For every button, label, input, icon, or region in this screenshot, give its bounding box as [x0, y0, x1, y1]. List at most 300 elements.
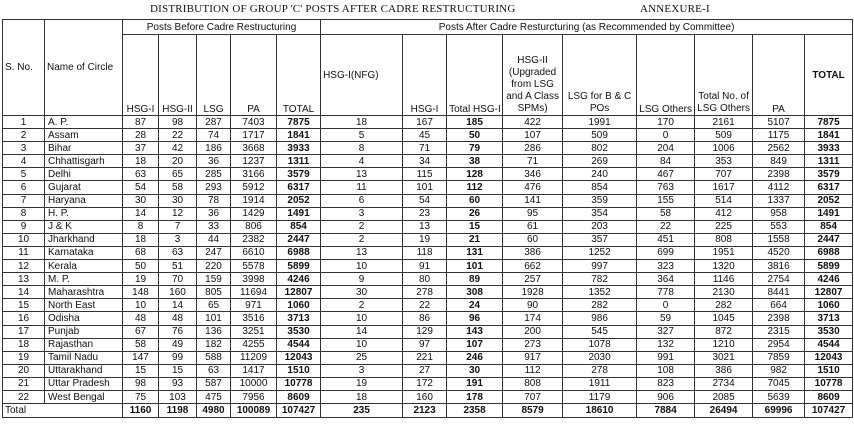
cell-sno: 6 — [3, 181, 45, 194]
table-cell: 10 — [123, 299, 159, 312]
table-cell: 1914 — [231, 194, 277, 207]
table-cell: 4246 — [805, 273, 853, 286]
table-cell: 58 — [159, 181, 197, 194]
table-row — [3, 220, 853, 233]
table-cell: 1928 — [503, 286, 563, 299]
cell-sno: 9 — [3, 220, 45, 233]
table-cell: 823 — [637, 377, 695, 390]
table-cell: 7 — [159, 220, 197, 233]
table-cell: 48 — [159, 312, 197, 325]
cell-circle: M. P. — [45, 273, 123, 286]
table-cell: 65 — [197, 299, 231, 312]
table-cell: 872 — [695, 325, 753, 338]
table-cell: 2398 — [753, 168, 805, 181]
table-cell: 54 — [403, 194, 447, 207]
table-cell: 131 — [447, 246, 503, 259]
table-cell: 1841 — [805, 129, 853, 142]
table-cell: 5899 — [277, 260, 321, 273]
table-cell: 587 — [197, 377, 231, 390]
table-cell: 386 — [503, 246, 563, 259]
table-cell: 1617 — [695, 181, 753, 194]
table-cell: 93 — [159, 377, 197, 390]
cell-circle: Tamil Nadu — [45, 351, 123, 364]
table-cell: 509 — [563, 129, 637, 142]
table-cell: 997 — [563, 260, 637, 273]
table-cell: 323 — [637, 260, 695, 273]
table-cell: 763 — [637, 181, 695, 194]
table-cell: 37 — [123, 142, 159, 155]
table-cell: 8609 — [277, 390, 321, 403]
table-cell: 1991 — [563, 116, 637, 129]
table-row — [3, 168, 853, 181]
table-cell: 247 — [197, 246, 231, 259]
table-cell: 854 — [277, 220, 321, 233]
table-cell: 68 — [123, 246, 159, 259]
table-cell: 285 — [197, 168, 231, 181]
table-cell: 4544 — [277, 338, 321, 351]
table-cell: 778 — [637, 286, 695, 299]
table-cell: 8 — [321, 142, 403, 155]
total-cell: 18610 — [563, 404, 637, 418]
table-cell: 33 — [197, 220, 231, 233]
table-cell: 36 — [197, 207, 231, 220]
table-cell: 7403 — [231, 116, 277, 129]
table-cell: 58 — [123, 338, 159, 351]
table-cell: 7875 — [277, 116, 321, 129]
col-header-after-hsg1-nfg: HSG-I(NFG) — [321, 35, 403, 116]
table-cell: 101 — [447, 260, 503, 273]
table-cell: 3 — [321, 364, 403, 377]
table-cell: 18 — [321, 116, 403, 129]
distribution-table — [2, 19, 853, 418]
table-cell: 3530 — [277, 325, 321, 338]
table-cell: 2085 — [695, 390, 753, 403]
table-cell: 699 — [637, 246, 695, 259]
annexure-label: ANNEXURE-I — [640, 3, 710, 15]
table-cell: 7859 — [753, 351, 805, 364]
cell-circle: Karnataka — [45, 246, 123, 259]
table-cell: 906 — [637, 390, 695, 403]
total-cell: 107427 — [805, 404, 853, 418]
table-cell: 5107 — [753, 116, 805, 129]
table-cell: 141 — [503, 194, 563, 207]
table-cell: 1558 — [753, 233, 805, 246]
table-cell: 22 — [159, 129, 197, 142]
table-cell: 2052 — [805, 194, 853, 207]
table-cell: 1429 — [231, 207, 277, 220]
table-cell: 269 — [563, 155, 637, 168]
col-header-after-pa: PA — [753, 35, 805, 116]
table-cell: 60 — [503, 233, 563, 246]
table-cell: 4520 — [753, 246, 805, 259]
table-cell: 451 — [637, 233, 695, 246]
col-header-sno: S. No. — [3, 20, 45, 116]
table-cell: 2754 — [753, 273, 805, 286]
table-cell: 71 — [403, 142, 447, 155]
table-cell: 75 — [123, 390, 159, 403]
table-cell: 982 — [753, 364, 805, 377]
col-header-before-hsg2: HSG-II — [159, 35, 197, 116]
table-cell: 22 — [403, 299, 447, 312]
col-header-after-hsg1: HSG-I — [403, 35, 447, 116]
table-row — [3, 116, 853, 129]
cell-circle: Odisha — [45, 312, 123, 325]
table-row — [3, 194, 853, 207]
cell-circle: Kerala — [45, 260, 123, 273]
table-cell: 3816 — [753, 260, 805, 273]
table-cell: 14 — [159, 299, 197, 312]
table-cell: 24 — [447, 299, 503, 312]
table-cell: 13 — [403, 220, 447, 233]
cell-circle: Uttarakhand — [45, 364, 123, 377]
table-cell: 178 — [447, 390, 503, 403]
table-cell: 38 — [447, 155, 503, 168]
table-cell: 412 — [695, 207, 753, 220]
table-cell: 4255 — [231, 338, 277, 351]
table-cell: 167 — [403, 116, 447, 129]
table-cell: 808 — [695, 233, 753, 246]
table-row — [3, 338, 853, 351]
table-cell: 22 — [637, 220, 695, 233]
col-header-before-total: TOTAL — [277, 35, 321, 116]
table-cell: 12 — [159, 207, 197, 220]
table-cell: 12807 — [805, 286, 853, 299]
table-cell: 553 — [753, 220, 805, 233]
table-cell: 70 — [159, 273, 197, 286]
table-cell: 15 — [159, 364, 197, 377]
table-cell: 357 — [563, 233, 637, 246]
table-cell: 545 — [563, 325, 637, 338]
col-header-after-hsg2: HSG-II (Upgraded from LSG and A Class SPMs) — [503, 35, 563, 116]
table-cell: 3933 — [277, 142, 321, 155]
table-cell: 36 — [197, 155, 231, 168]
table-row — [3, 299, 853, 312]
table-cell: 86 — [403, 312, 447, 325]
total-cell: 7884 — [637, 404, 695, 418]
cell-circle: Haryana — [45, 194, 123, 207]
table-row — [3, 246, 853, 259]
table-cell: 4 — [321, 155, 403, 168]
table-cell: 3713 — [277, 312, 321, 325]
table-cell: 84 — [637, 155, 695, 168]
table-cell: 1510 — [277, 364, 321, 377]
cell-circle: A. P. — [45, 116, 123, 129]
table-cell: 359 — [563, 194, 637, 207]
table-cell: 8 — [123, 220, 159, 233]
cell-sno: 20 — [3, 364, 45, 377]
table-cell: 346 — [503, 168, 563, 181]
table-cell: 20 — [159, 155, 197, 168]
cell-sno: 14 — [3, 286, 45, 299]
table-cell: 958 — [753, 207, 805, 220]
table-row — [3, 364, 853, 377]
table-cell: 203 — [563, 220, 637, 233]
table-cell: 191 — [447, 377, 503, 390]
cell-circle: Maharashtra — [45, 286, 123, 299]
cell-sno: 15 — [3, 299, 45, 312]
table-cell: 1311 — [805, 155, 853, 168]
table-row — [3, 377, 853, 390]
table-cell: 6610 — [231, 246, 277, 259]
table-cell: 107 — [447, 338, 503, 351]
table-cell: 2052 — [277, 194, 321, 207]
cell-circle: Chhattisgarh — [45, 155, 123, 168]
cell-sno: 21 — [3, 377, 45, 390]
table-cell: 96 — [447, 312, 503, 325]
table-cell: 3166 — [231, 168, 277, 181]
table-cell: 664 — [753, 299, 805, 312]
table-cell: 30 — [321, 286, 403, 299]
table-cell: 917 — [503, 351, 563, 364]
table-cell: 65 — [159, 168, 197, 181]
table-cell: 107 — [503, 129, 563, 142]
table-cell: 3933 — [805, 142, 853, 155]
totals-label: Total — [3, 404, 123, 418]
table-cell: 354 — [563, 207, 637, 220]
table-cell: 3516 — [231, 312, 277, 325]
cell-circle: Uttar Pradesh — [45, 377, 123, 390]
table-cell: 3713 — [805, 312, 853, 325]
table-cell: 76 — [159, 325, 197, 338]
table-cell: 5912 — [231, 181, 277, 194]
table-cell: 2161 — [695, 116, 753, 129]
table-cell: 19 — [123, 273, 159, 286]
table-cell: 808 — [503, 377, 563, 390]
table-cell: 1491 — [805, 207, 853, 220]
table-cell: 2447 — [805, 233, 853, 246]
table-cell: 27 — [403, 364, 447, 377]
table-cell: 1311 — [277, 155, 321, 168]
table-cell: 174 — [503, 312, 563, 325]
table-cell: 1045 — [695, 312, 753, 325]
table-cell: 286 — [503, 142, 563, 155]
table-cell: 475 — [197, 390, 231, 403]
table-cell: 2 — [321, 220, 403, 233]
total-cell: 4980 — [197, 404, 231, 418]
total-cell: 69996 — [753, 404, 805, 418]
table-cell: 7875 — [805, 116, 853, 129]
title-bar — [0, 0, 854, 18]
cell-sno: 3 — [3, 142, 45, 155]
cell-sno: 2 — [3, 129, 45, 142]
table-cell: 2398 — [753, 312, 805, 325]
table-row — [3, 351, 853, 364]
table-cell: 170 — [637, 116, 695, 129]
table-cell: 240 — [563, 168, 637, 181]
table-cell: 67 — [123, 325, 159, 338]
table-row — [3, 142, 853, 155]
table-cell: 112 — [503, 364, 563, 377]
table-cell: 2562 — [753, 142, 805, 155]
table-cell: 3579 — [805, 168, 853, 181]
table-cell: 3251 — [231, 325, 277, 338]
table-cell: 1175 — [753, 129, 805, 142]
table-cell: 6988 — [805, 246, 853, 259]
table-cell: 805 — [197, 286, 231, 299]
table-cell: 204 — [637, 142, 695, 155]
table-cell: 476 — [503, 181, 563, 194]
table-cell: 15 — [123, 364, 159, 377]
table-cell: 662 — [503, 260, 563, 273]
col-header-circle: Name of Circle — [45, 20, 123, 116]
col-header-after-lsg-bc: LSG for B & C POs — [563, 35, 637, 116]
table-cell: 18 — [123, 155, 159, 168]
cell-circle: Punjab — [45, 325, 123, 338]
table-cell: 1252 — [563, 246, 637, 259]
table-cell: 10 — [321, 260, 403, 273]
table-cell: 588 — [197, 351, 231, 364]
table-cell: 353 — [695, 155, 753, 168]
table-cell: 50 — [123, 260, 159, 273]
cell-sno: 12 — [3, 260, 45, 273]
col-header-after-total-lsg-others: Total No. of LSG Others — [695, 35, 753, 116]
table-cell: 48 — [123, 312, 159, 325]
cell-circle: Rajasthan — [45, 338, 123, 351]
table-cell: 327 — [637, 325, 695, 338]
table-cell: 11 — [321, 181, 403, 194]
col-header-before-lsg: LSG — [197, 35, 231, 116]
table-cell: 14 — [123, 207, 159, 220]
table-cell: 1491 — [277, 207, 321, 220]
table-cell: 25 — [321, 351, 403, 364]
table-row — [3, 155, 853, 168]
table-cell: 2382 — [231, 233, 277, 246]
table-row — [3, 181, 853, 194]
total-cell: 26494 — [695, 404, 753, 418]
total-cell: 2358 — [447, 404, 503, 418]
cell-circle: West Bengal — [45, 390, 123, 403]
table-cell: 78 — [197, 194, 231, 207]
table-cell: 160 — [159, 286, 197, 299]
table-cell: 5899 — [805, 260, 853, 273]
table-cell: 509 — [695, 129, 753, 142]
group-header-after: Posts After Cadre Resturcturing (as Recommended by Committee) — [321, 20, 853, 35]
col-header-before-hsg1: HSG-I — [123, 35, 159, 116]
table-cell: 19 — [403, 233, 447, 246]
table-cell: 8609 — [805, 390, 853, 403]
table-cell: 118 — [403, 246, 447, 259]
table-row — [3, 207, 853, 220]
table-cell: 51 — [159, 260, 197, 273]
table-cell: 155 — [637, 194, 695, 207]
table-cell: 112 — [447, 181, 503, 194]
document-title: DISTRIBUTION OF GROUP 'C' POSTS AFTER CADRE RESTRUCTURING — [150, 3, 516, 15]
table-cell: 101 — [197, 312, 231, 325]
column-header-row — [3, 35, 853, 116]
table-cell: 282 — [695, 299, 753, 312]
table-cell: 13 — [321, 168, 403, 181]
table-cell: 11694 — [231, 286, 277, 299]
table-cell: 0 — [637, 129, 695, 142]
table-cell: 14 — [321, 325, 403, 338]
table-cell: 10 — [321, 338, 403, 351]
table-cell: 143 — [447, 325, 503, 338]
total-cell: 235 — [321, 404, 403, 418]
table-cell: 1078 — [563, 338, 637, 351]
table-cell: 2130 — [695, 286, 753, 299]
table-cell: 806 — [231, 220, 277, 233]
table-cell: 991 — [637, 351, 695, 364]
cell-circle: Gujarat — [45, 181, 123, 194]
table-cell: 98 — [159, 116, 197, 129]
cell-sno: 11 — [3, 246, 45, 259]
table-cell: 98 — [123, 377, 159, 390]
totals-row — [3, 404, 853, 418]
cell-circle: Jharkhand — [45, 233, 123, 246]
table-cell: 1911 — [563, 377, 637, 390]
table-cell: 7045 — [753, 377, 805, 390]
group-header-before: Posts Before Cadre Restructuring — [123, 20, 321, 35]
table-cell: 147 — [123, 351, 159, 364]
table-cell: 221 — [403, 351, 447, 364]
table-cell: 707 — [503, 390, 563, 403]
cell-sno: 22 — [3, 390, 45, 403]
table-cell: 1510 — [805, 364, 853, 377]
table-cell: 3021 — [695, 351, 753, 364]
table-cell: 80 — [403, 273, 447, 286]
table-row — [3, 390, 853, 403]
table-cell: 87 — [123, 116, 159, 129]
table-cell: 49 — [159, 338, 197, 351]
table-cell: 2030 — [563, 351, 637, 364]
table-cell: 514 — [695, 194, 753, 207]
table-cell: 148 — [123, 286, 159, 299]
cell-sno: 18 — [3, 338, 45, 351]
table-cell: 45 — [403, 129, 447, 142]
table-cell: 44 — [197, 233, 231, 246]
table-cell: 467 — [637, 168, 695, 181]
table-cell: 225 — [695, 220, 753, 233]
table-cell: 5639 — [753, 390, 805, 403]
table-cell: 12043 — [277, 351, 321, 364]
table-cell: 91 — [403, 260, 447, 273]
table-row — [3, 273, 853, 286]
table-cell: 101 — [403, 181, 447, 194]
table-cell: 63 — [197, 364, 231, 377]
table-cell: 63 — [123, 168, 159, 181]
table-cell: 2 — [321, 299, 403, 312]
table-cell: 9 — [321, 273, 403, 286]
cell-sno: 4 — [3, 155, 45, 168]
total-cell: 107427 — [277, 404, 321, 418]
table-cell: 986 — [563, 312, 637, 325]
cell-sno: 19 — [3, 351, 45, 364]
cell-circle: Bihar — [45, 142, 123, 155]
table-cell: 1417 — [231, 364, 277, 377]
table-cell: 1006 — [695, 142, 753, 155]
table-cell: 12043 — [805, 351, 853, 364]
table-cell: 30 — [123, 194, 159, 207]
table-cell: 854 — [805, 220, 853, 233]
table-row — [3, 325, 853, 338]
table-cell: 4112 — [753, 181, 805, 194]
table-cell: 12807 — [277, 286, 321, 299]
table-cell: 707 — [695, 168, 753, 181]
table-cell: 308 — [447, 286, 503, 299]
table-cell: 1179 — [563, 390, 637, 403]
table-cell: 6317 — [277, 181, 321, 194]
cell-circle: H. P. — [45, 207, 123, 220]
cell-sno: 17 — [3, 325, 45, 338]
cell-sno: 10 — [3, 233, 45, 246]
table-cell: 19 — [321, 377, 403, 390]
table-cell: 287 — [197, 116, 231, 129]
cell-sno: 16 — [3, 312, 45, 325]
table-cell: 2315 — [753, 325, 805, 338]
table-cell: 103 — [159, 390, 197, 403]
table-cell: 7956 — [231, 390, 277, 403]
table-cell: 2 — [321, 233, 403, 246]
